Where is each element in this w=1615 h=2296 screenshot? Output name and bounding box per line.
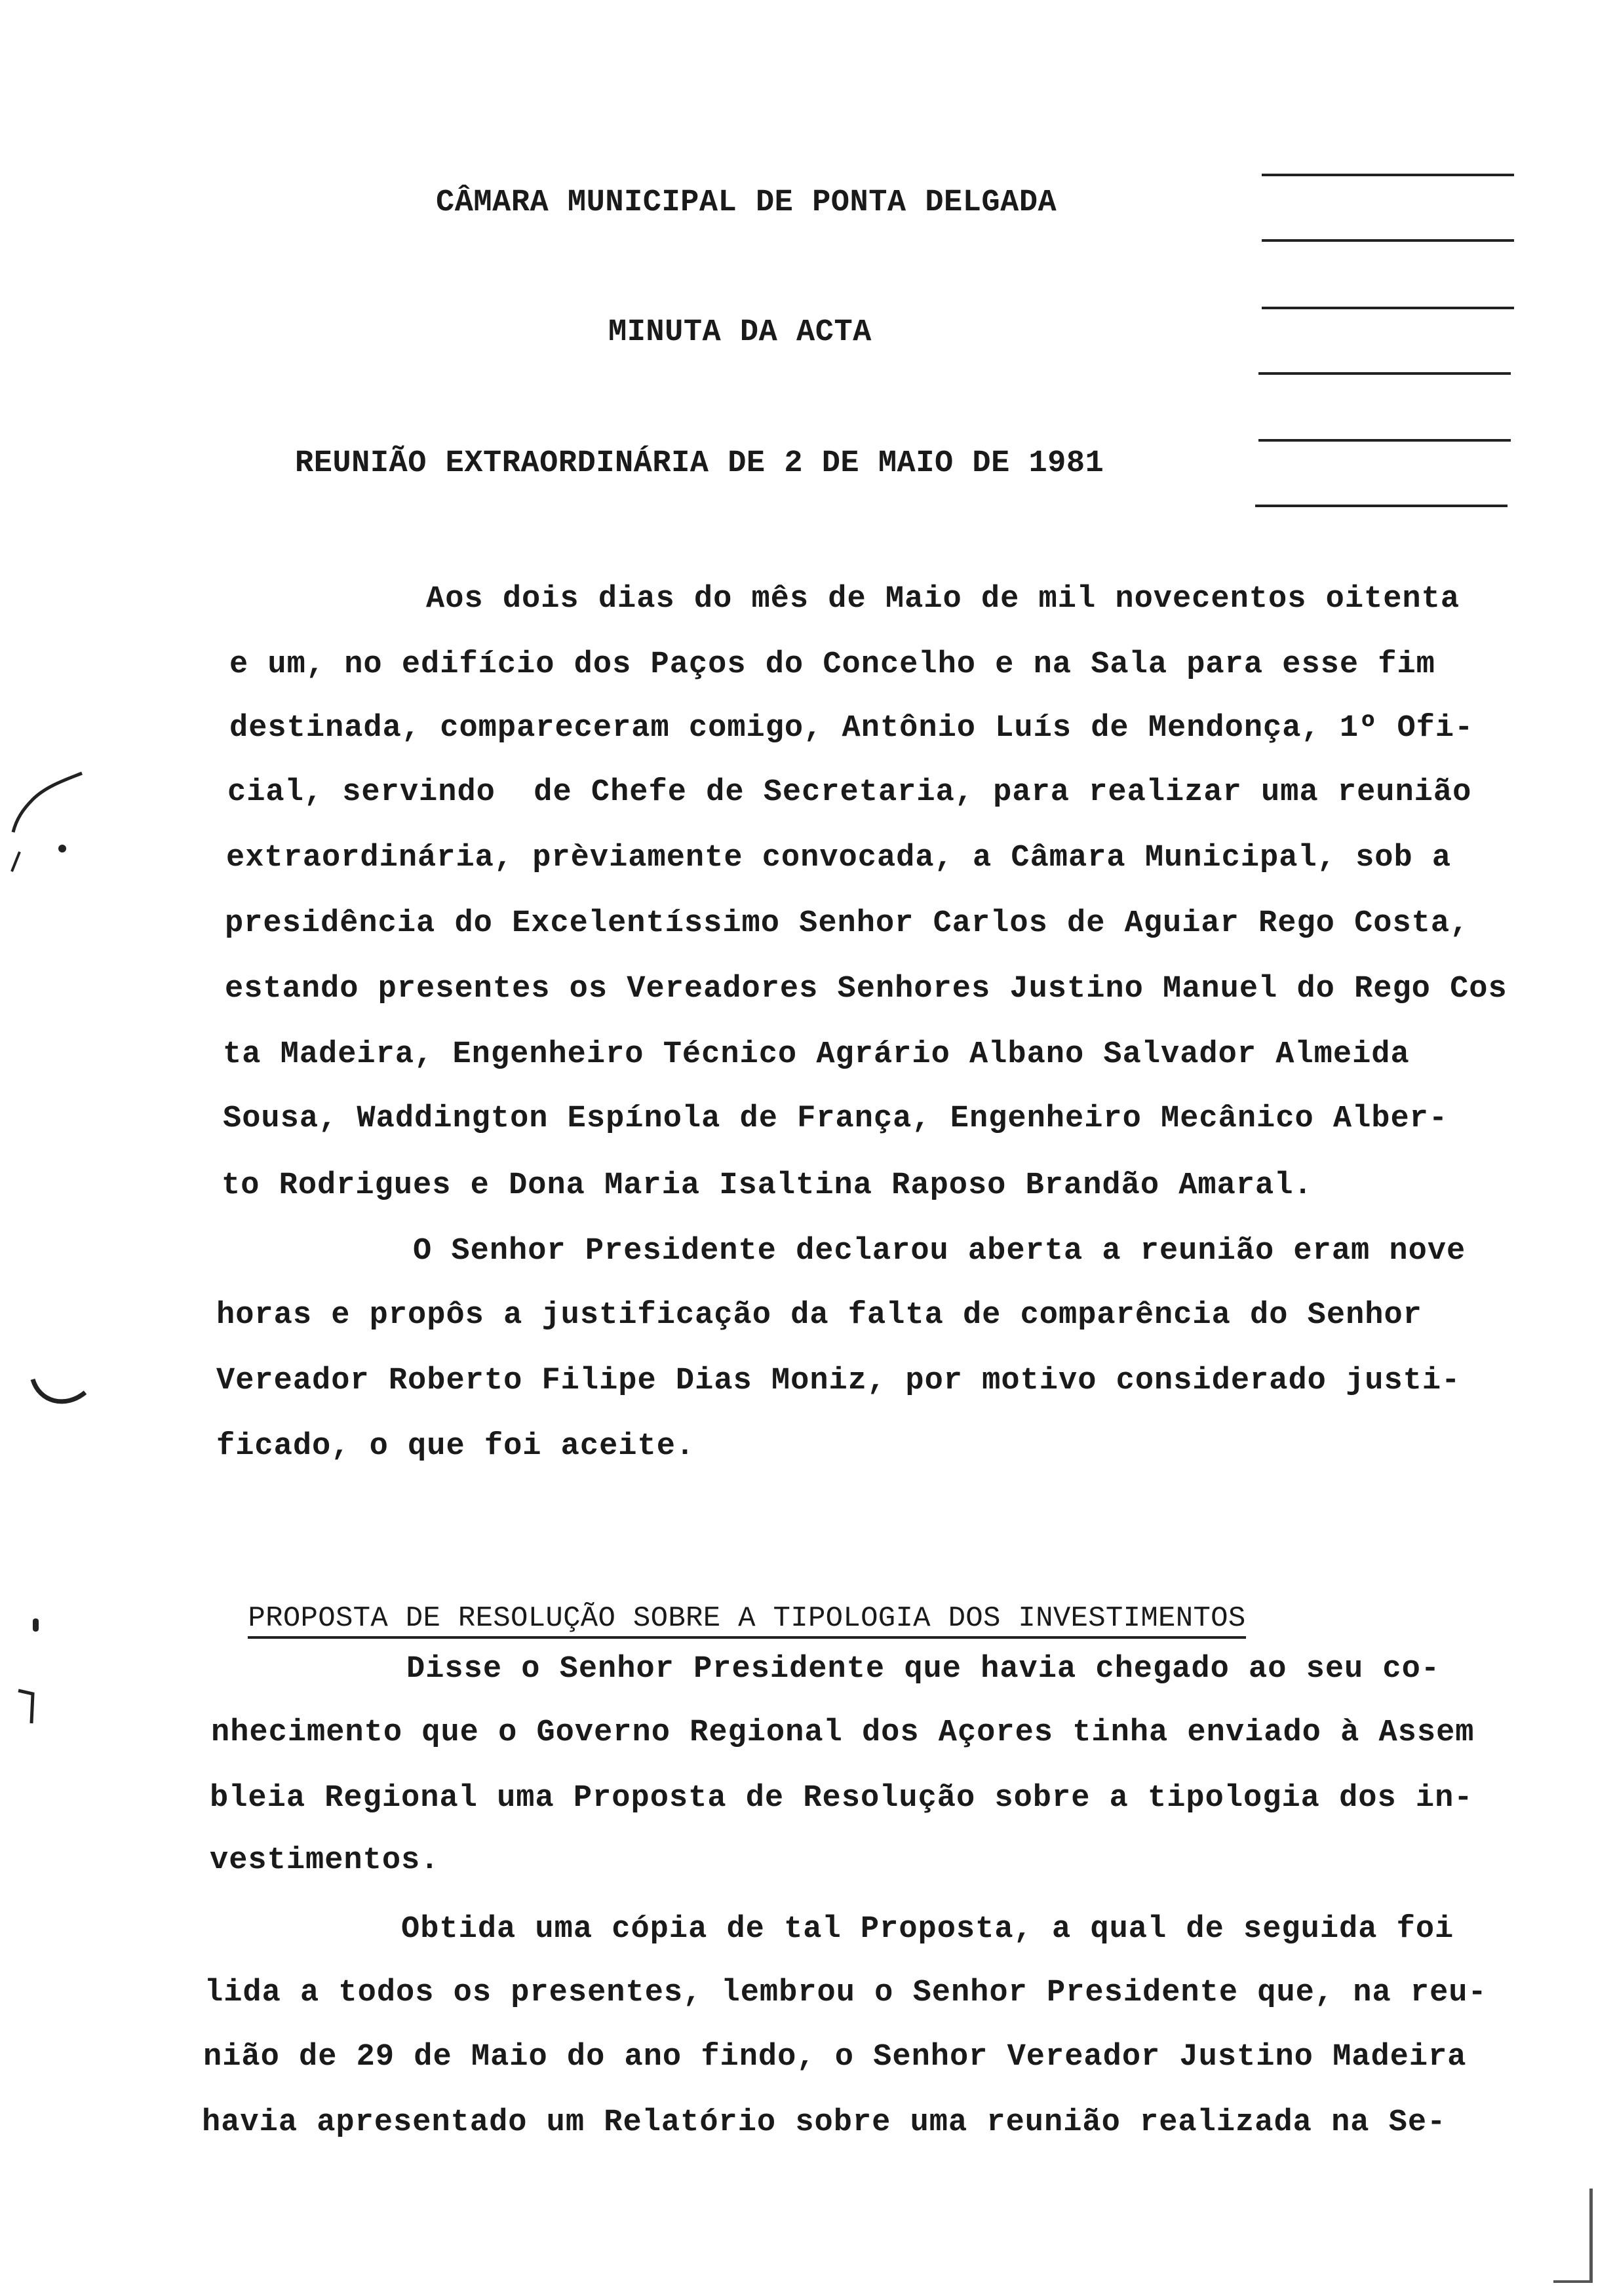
- meeting-title: REUNIÃO EXTRAORDINÁRIA DE 2 DE MAIO DE 1981: [295, 446, 1104, 481]
- body-line: nião de 29 de Maio do ano findo, o Senhor Vereador Justino Madeira: [203, 2040, 1467, 2075]
- body-line: presidência do Excelentíssimo Senhor Carlos de Aguiar Rego Costa,: [225, 906, 1469, 941]
- body-line: e um, no edifício dos Paços do Concelho e na Sala para esse fim: [229, 647, 1435, 682]
- body-line: destinada, compareceram comigo, Antônio Luís de Mendonça, 1º Ofi-: [229, 711, 1474, 746]
- margin-scribble-icon: [0, 760, 92, 878]
- body-line: Vereador Roberto Filipe Dias Moniz, por motivo considerado justi-: [216, 1364, 1461, 1398]
- signature-rule: [1262, 239, 1514, 242]
- body-line: nhecimento que o Governo Regional dos Açores tinha enviado à Assem: [211, 1715, 1475, 1750]
- body-line: lida a todos os presentes, lembrou o Senhor Presidente que, na reu-: [204, 1976, 1487, 2010]
- body-line: O Senhor Presidente declarou aberta a reunião eram nove: [413, 1234, 1466, 1269]
- body-line: horas e propôs a justificação da falta de comparência do Senhor: [216, 1298, 1422, 1333]
- signature-rule: [1258, 439, 1511, 442]
- body-line: estando presentes os Vereadores Senhores Justino Manuel do Rego Cos: [225, 972, 1508, 1006]
- body-line: ficado, o que foi aceite.: [216, 1429, 695, 1464]
- margin-hook-icon: [13, 1684, 52, 1736]
- body-line: extraordinária, prèviamente convocada, a Câmara Municipal, sob a: [226, 841, 1452, 875]
- body-line: Disse o Senhor Presidente que havia chegado ao seu co-: [406, 1652, 1441, 1687]
- body-line: havia apresentado um Relatório sobre uma reunião realizada na Se-: [202, 2105, 1447, 2140]
- section-heading: [213, 1559, 1246, 1638]
- signature-rule: [1262, 174, 1514, 176]
- edge-mark: [1553, 2280, 1593, 2283]
- body-line: Obtida uma cópia de tal Proposta, a qual de seguida foi: [401, 1912, 1454, 1947]
- edge-mark: [1589, 2189, 1593, 2280]
- document-type-title: MINUTA DA ACTA: [608, 315, 872, 350]
- body-line: bleia Regional uma Proposta de Resolução sobre a tipologia dos in-: [210, 1781, 1473, 1816]
- body-line: vestimentos.: [210, 1843, 440, 1878]
- margin-curve-icon: [26, 1369, 92, 1415]
- body-line: cial, servindo de Chefe de Secretaria, para realizar uma reunião: [227, 775, 1472, 810]
- margin-dot: [33, 1618, 39, 1632]
- body-line: to Rodrigues e Dona Maria Isaltina Raposo Brandão Amaral.: [222, 1168, 1313, 1203]
- body-line: Sousa, Waddington Espínola de França, Engenheiro Mecânico Alber-: [223, 1101, 1449, 1136]
- section-heading-text: PROPOSTA DE RESOLUÇÃO SOBRE A TIPOLOGIA DOS INVESTIMENTOS: [248, 1602, 1245, 1639]
- body-line: ta Madeira, Engenheiro Técnico Agrário Albano Salvador Almeida: [223, 1037, 1410, 1072]
- institution-title: CÂMARA MUNICIPAL DE PONTA DELGADA: [436, 185, 1057, 220]
- body-line: Aos dois dias do mês de Maio de mil novecentos oitenta: [426, 582, 1460, 617]
- signature-rule: [1255, 505, 1508, 507]
- signature-rule: [1262, 307, 1514, 309]
- signature-rule: [1258, 372, 1511, 375]
